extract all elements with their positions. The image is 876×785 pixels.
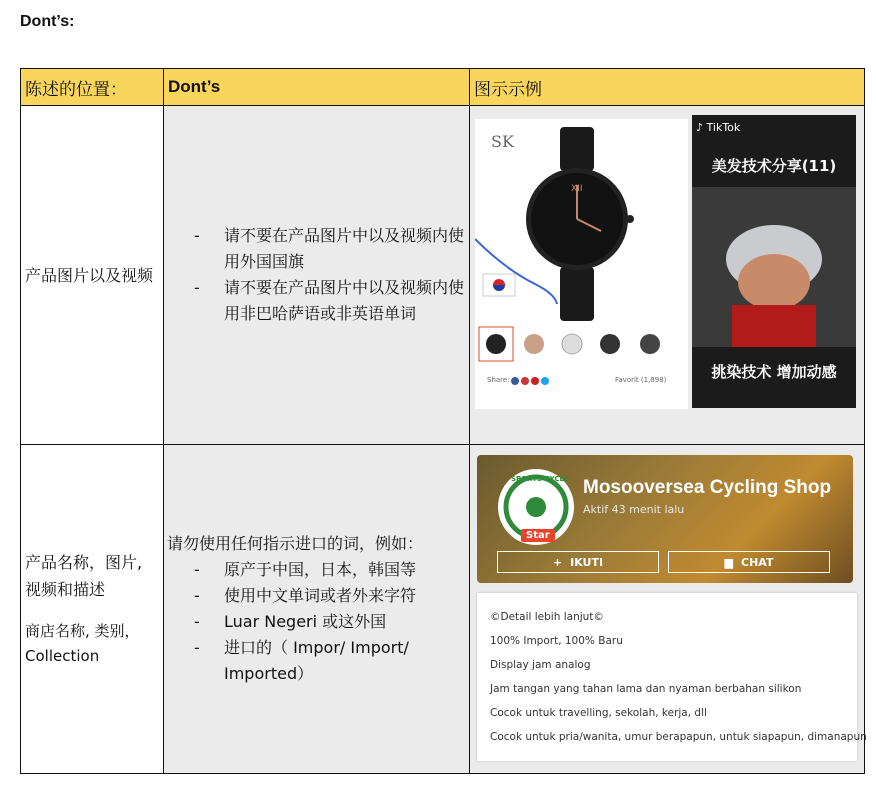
description-line: 100% Import, 100% Baru <box>490 635 623 647</box>
list-item: - 原产于中国，日本，韩国等 <box>194 557 469 583</box>
description-line: Display jam analog <box>490 659 591 671</box>
donts-table <box>20 68 865 774</box>
list-item: - 使用中文单词或者外来字符 <box>194 583 469 609</box>
table-row <box>21 106 865 445</box>
list-item: - 请不要在产品图片中以及视频内使用非巴哈萨语或非英语单词 <box>194 275 469 327</box>
product-description <box>477 593 867 761</box>
row2-location <box>21 445 164 774</box>
shop-logo-text: SPORTS CYCLE <box>511 475 569 483</box>
svg-text:XII: XII <box>571 184 583 194</box>
shop-status: Aktif 43 menit lalu <box>583 503 685 516</box>
shop-banner <box>477 455 853 583</box>
follow-button[interactable] <box>497 551 659 573</box>
list-item: - Luar Negeri 或这外国 <box>194 609 469 635</box>
row2-location-main: 产品名称，图片, 视频和描述 <box>25 553 143 599</box>
row2-donts <box>164 445 470 774</box>
hair-scene-illustration <box>692 187 856 347</box>
tiktok-video-image <box>692 115 856 408</box>
header-donts: Dont’s <box>164 69 470 106</box>
chat-label: CHAT <box>741 555 774 569</box>
shop-star-badge: Star <box>521 529 555 542</box>
description-line: Cocok untuk pria/wanita, umur berapapun, untuk siapapun, dimanapun <box>490 731 867 743</box>
row2-location-sub: 商店名称, 类别，Collection <box>25 622 140 665</box>
table-header-row <box>21 69 865 106</box>
table-row <box>21 445 865 774</box>
svg-text:SK: SK <box>491 132 514 151</box>
row1-example <box>470 106 865 445</box>
tiktok-title: 美发技术分享(11) <box>711 157 837 175</box>
row1-location <box>21 106 164 445</box>
plus-icon: + <box>552 555 563 569</box>
description-line: ©Detail lebih lanjut© <box>490 611 604 623</box>
watch-illustration <box>475 119 688 409</box>
follow-label: IKUTI <box>570 555 604 569</box>
row2-dont-list <box>164 557 469 687</box>
page-heading: Dont’s: <box>20 13 75 30</box>
list-item: - 进口的（ Impor/ Import/ Imported） <box>194 635 469 687</box>
header-location: 陈述的位置： <box>21 69 164 106</box>
tiktok-bottom-caption: 挑染技术 增加动感 <box>711 363 837 381</box>
chat-button[interactable] <box>668 551 830 573</box>
row2-intro: 请勿使用任何指示进口的词，例如： <box>167 534 424 553</box>
row2-example <box>470 445 865 774</box>
share-label: Share: <box>487 376 510 384</box>
row1-donts <box>164 106 470 445</box>
row1-dont-list <box>164 223 469 327</box>
description-line: Jam tangan yang tahan lama dan nyaman berbahan silikon <box>490 683 802 695</box>
favorite-label: Favorit (1,898) <box>615 376 667 384</box>
list-item: - 请不要在产品图片中以及视频内使用外国国旗 <box>194 223 469 275</box>
shop-name: Mosooversea Cycling Shop <box>583 477 832 498</box>
header-example: 图示示例 <box>470 69 865 106</box>
description-line: Cocok untuk travelling, sekolah, kerja, dll <box>490 707 707 719</box>
chat-icon: ▆ <box>724 555 733 569</box>
watch-product-image <box>475 119 688 409</box>
tiktok-logo: ♪ TikTok <box>696 121 741 134</box>
row1-location-text: 产品图片以及视频 <box>25 265 154 285</box>
